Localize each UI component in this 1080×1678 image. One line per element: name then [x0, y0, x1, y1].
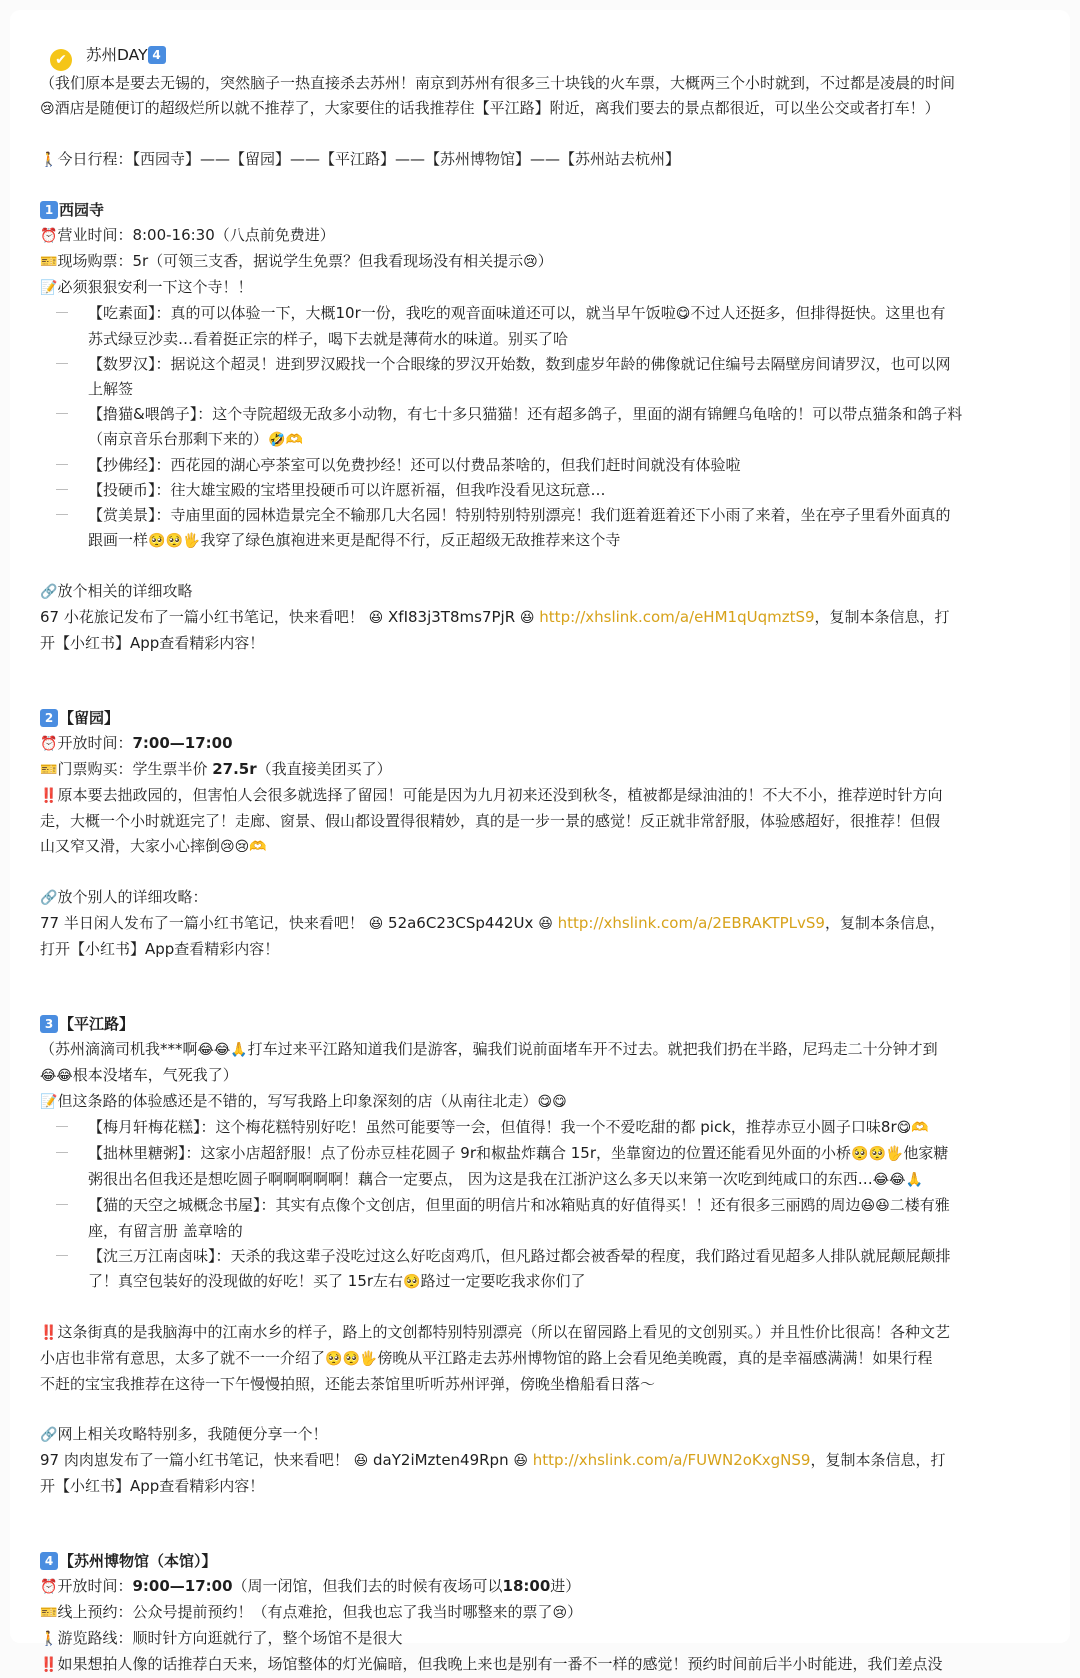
- intro-line-1: （我们原本是要去无锡的，突然脑子一热直接杀去苏州！南京到苏州有很多三十块钱的火车票，大概两三个小时就到，不过都是凌晨的时间: [40, 74, 956, 92]
- liuyuan-share: 77 半日闲人发布了一篇小红书笔记，快来看吧！ 😆 52a6C23CSp442Ux 😆 http://xhslink.com/a/2EBRAKTPLvS9，复制本条信息，: [40, 914, 945, 932]
- memo-icon: 📝: [40, 1094, 58, 1110]
- laughing-face-icon: 😂: [56, 1068, 73, 1084]
- note-content: [40, 42, 1050, 1678]
- xhs-link[interactable]: http://xhslink.com/a/eHM1qUqmztS9: [539, 608, 815, 626]
- walking-person-icon: 🚶: [40, 1631, 58, 1647]
- raised-hand-icon: 🖐: [182, 533, 201, 549]
- pingjiang-intro-1: （苏州滴滴司机我***啊😂😂🙏打车过来平江路知道我们是游客，骗我们说前面堵车开不过去。就把我们扔在半路，尼玛走二十分钟才到: [40, 1040, 938, 1058]
- pray-icon: 🙏: [905, 1172, 923, 1188]
- intro-line-2: 😢酒店是随便订的超级烂所以就不推荐了，大家要住的话我推荐住【平江路】附近，离我们要去的景点都很近，可以坐公交或者打车！）: [40, 99, 940, 117]
- grin-face-icon: 😆: [538, 916, 553, 932]
- grin-face-icon: 😆: [368, 610, 384, 626]
- museum-tip: ‼️如果想拍人像的话推荐白天来，场馆整体的灯光偏暗，但我晚上来也是别有一番不一样的感觉！预约时间前后半小时能进，我们差点没: [40, 1655, 943, 1673]
- grin-face-icon: 😆: [875, 1198, 890, 1214]
- heart-hands-icon: 🫶: [911, 1120, 929, 1136]
- day-title-text: 苏州DAY: [86, 46, 148, 64]
- double-exclamation-icon: ‼️: [40, 1657, 58, 1673]
- laughing-face-icon: 😂: [197, 1042, 214, 1058]
- list-item-continued: 座，有留言册 盖章啥的: [88, 1222, 243, 1240]
- ticket-icon: 🎫: [40, 762, 58, 778]
- list-item: 【拙林里糖粥】：这家小店超舒服！点了份赤豆桂花圆子 9r和椒盐炸藕合 15r，坐靠窗边的位置还能看见外面的小桥🥺🥺🖐他家糖: [40, 1141, 1050, 1167]
- alarm-clock-icon: ⏰: [40, 228, 58, 244]
- list-item-continued: 上解签: [88, 380, 134, 398]
- liuyuan-desc-3: 山又窄又滑，大家小心摔倒😢😢🫶: [40, 837, 267, 855]
- crying-face-icon: 😢: [40, 101, 55, 117]
- list-item: 【猫的天空之城概念书屋】：其实有点像个文创店，但里面的明信片和冰箱贴真的好值得买！！还有很多三丽鸥的周边😆😆二楼有雅: [40, 1193, 1050, 1219]
- liuyuan-share-cont: 打开【小红书】App查看精彩内容！: [40, 940, 280, 958]
- alarm-clock-icon: ⏰: [40, 736, 58, 752]
- list-item: 【数罗汉】：据说这个超灵！进到罗汉殿找一个合眼缘的罗汉开始数，数到虚岁年龄的佛像就记住编号去隔壁房间请罗汉，也可以网: [40, 352, 1050, 377]
- keycap-3-icon: 3: [40, 1015, 58, 1033]
- sad-face-icon: 😢: [523, 254, 538, 270]
- section-title-liuyuan: 2 【留园】: [40, 706, 1050, 731]
- keycap-4-icon: 4: [148, 46, 166, 64]
- grin-face-icon: 😆: [519, 610, 535, 626]
- heart-hands-icon: 🫶: [285, 432, 303, 448]
- pingjiang-share: 97 肉肉崽发布了一篇小红书笔记，快来看吧！ 😆 daY2iMzten49Rpn 😆 http://xhslink.com/a/FUWN2oKxgNS9，复制本条信息，打: [40, 1451, 946, 1469]
- pingjiang-link-title: 🔗网上相关攻略特别多，我随便分享一个！: [40, 1425, 328, 1443]
- laughing-face-icon: 😂: [872, 1172, 890, 1188]
- list-item: 【吃素面】：真的可以体验一下，大概10r一份，我吃的观音面味道还可以，就当早午饭啦😋不过人还挺多，但排得挺快。这里也有: [40, 301, 1050, 327]
- list-item-continued: 跟画一样🥺🥺🖐我穿了绿色旗袍进来更是配得不行，反正超级无敌推荐来这个寺: [88, 531, 621, 549]
- pleading-face-icon: 🥺: [403, 1274, 421, 1290]
- xiyuan-hours: ⏰营业时间：8:00-16:30（八点前免费进）: [40, 226, 335, 244]
- list-item: 【赏美景】：寺庙里面的园林造景完全不输那几大名园！特别特别特别漂亮！我们逛着逛着还下小雨了来着，坐在亭子里看外面真的: [40, 503, 1050, 528]
- laughing-face-icon: 😂: [40, 1068, 57, 1084]
- pingjiang-share-cont: 开【小红书】App查看精彩内容！: [40, 1477, 265, 1495]
- list-item: 【抄佛经】：西花园的湖心亭茶室可以免费抄经！还可以付费品茶啥的，但我们赶时间就没有体验啦: [40, 453, 1050, 478]
- list-item: 【撸猫&喂鸽子】：这个寺院超级无敌多小动物，有七十多只猫猫！还有超多鸽子，里面的湖有锦鲤乌龟啥的！可以带点猫条和鸽子料: [40, 402, 1050, 427]
- section-title-museum: 4 【苏州博物馆（本馆）】: [40, 1549, 1050, 1574]
- museum-route: 🚶游览路线：顺时针方向逛就行了，整个场馆不是很大: [40, 1629, 403, 1647]
- pingjiang-summary-2: 小店也非常有意思，太多了就不一一介绍了🥺🥺🖐傍晚从平江路走去苏州博物馆的路上会看见绝美晚霞，真的是幸福感满满！如果行程: [40, 1349, 933, 1367]
- list-item-continued: 粥很出名但我还是想吃圆子啊啊啊啊啊！藕合一定要点， 因为这是我在江浙沪这么多天以来第一次吃到纯咸口的东西…😂😂🙏: [88, 1170, 923, 1188]
- ticket-icon: 🎫: [40, 254, 58, 270]
- xhs-link[interactable]: http://xhslink.com/a/FUWN2oKxgNS9: [532, 1451, 811, 1469]
- laughing-face-icon: 😂: [889, 1172, 906, 1188]
- sad-face-icon: 😢: [552, 1605, 568, 1621]
- heart-hands-icon: 🫶: [249, 839, 267, 855]
- list-item: 【投硬币】：往大雄宝殿的宝塔里投硬币可以许愿祈福，但我咋没看见这玩意…: [40, 478, 1050, 503]
- museum-hours: ⏰开放时间：9:00—17:00（周一闭馆，但我们去的时候有夜场可以18:00进）: [40, 1577, 581, 1595]
- xiyuan-ticket: 🎫现场购票：5r（可领三支香，据说学生免票？但我看现场没有相关提示😢）: [40, 252, 553, 270]
- xiyuan-share-cont: 开【小红书】App查看精彩内容！: [40, 634, 265, 652]
- pleading-face-icon: 🥺: [148, 533, 166, 549]
- liuyuan-ticket: 🎫门票购买：学生票半价 27.5r（我直接美团买了）: [40, 760, 392, 778]
- alarm-clock-icon: ⏰: [40, 1579, 58, 1595]
- link-icon: 🔗: [40, 890, 58, 906]
- ticket-icon: 🎫: [40, 1605, 58, 1621]
- pleading-face-icon: 🥺: [325, 1351, 343, 1367]
- raised-hand-icon: 🖐: [885, 1146, 904, 1162]
- keycap-1-icon: 1: [40, 201, 58, 219]
- list-item: 【沈三万江南卤味】：天杀的我这辈子没吃过这么好吃卤鸡爪，但凡路过都会被香晕的程度，我们路过看见超多人排队就屁颠屁颠排: [40, 1244, 1050, 1269]
- pingjiang-exp: 📝但这条路的体验感还是不错的，写写我路上印象深刻的店（从南往北走）😋😋: [40, 1092, 567, 1110]
- pingjiang-summary-3: 不赶的宝宝我推荐在这待一下午慢慢拍照，还能去茶馆里听听苏州评弹，傍晚坐橹船看日落～: [40, 1375, 656, 1393]
- keycap-2-icon: 2: [40, 709, 58, 727]
- double-exclamation-icon: ‼️: [40, 1325, 58, 1341]
- link-icon: 🔗: [40, 584, 58, 600]
- grin-face-icon: 😆: [860, 1198, 876, 1214]
- keycap-4-icon: 4: [40, 1552, 58, 1570]
- liuyuan-desc-1: ‼️原本要去拙政园的，但害怕人会很多就选择了留园！可能是因为九月初来还没到秋冬，植被都是绿油油的！不大不小，推荐逆时针方向: [40, 786, 943, 804]
- liuyuan-hours: ⏰开放时间：7:00—17:00: [40, 734, 233, 752]
- list-item-continued: 了！真空包装好的没现做的好吃！买了 15r左右🥺路过一定要吃我求你们了: [88, 1272, 586, 1290]
- memo-icon: 📝: [40, 280, 58, 296]
- pleading-face-icon: 🥺: [851, 1146, 869, 1162]
- pleading-face-icon: 🥺: [342, 1351, 360, 1367]
- sad-face-icon: 😢: [234, 839, 250, 855]
- list-item-continued: （南京音乐台那剩下来的）🤣🫶: [88, 430, 303, 448]
- pray-icon: 🙏: [230, 1042, 248, 1058]
- laughing-face-icon: 😂: [213, 1042, 231, 1058]
- walking-person-icon: 🚶: [40, 152, 58, 168]
- xhs-link[interactable]: http://xhslink.com/a/2EBRAKTPLvS9: [557, 914, 825, 932]
- yum-face-icon: 😋: [896, 1120, 912, 1136]
- xiyuan-link-title: 🔗放个相关的详细攻略: [40, 582, 193, 600]
- note-page: [10, 10, 1070, 1673]
- itinerary: 🚶今日行程：【西园寺】——【留园】——【平江路】——【苏州博物馆】——【苏州站去杭州】: [40, 150, 680, 168]
- check-icon: ✔: [50, 49, 72, 71]
- grin-face-icon: 😆: [368, 916, 384, 932]
- yum-face-icon: 😋: [552, 1094, 567, 1110]
- day-title: [50, 42, 1050, 71]
- sad-face-icon: 😢: [220, 839, 235, 855]
- pleading-face-icon: 🥺: [868, 1146, 886, 1162]
- double-exclamation-icon: ‼️: [40, 788, 58, 804]
- pingjiang-intro-2: 😂😂根本没堵车，气死我了）: [40, 1066, 238, 1084]
- pingjiang-summary-1: ‼️这条街真的是我脑海中的江南水乡的样子，路上的文创都特别特别漂亮（所以在留园路上看见的文创别买。）并且性价比很高！各种文艺: [40, 1323, 950, 1341]
- rofl-face-icon: 🤣: [268, 432, 286, 448]
- grin-face-icon: 😆: [353, 1453, 369, 1469]
- pleading-face-icon: 🥺: [165, 533, 183, 549]
- liuyuan-desc-2: 走，大概一个小时就逛完了！走廊、窗景、假山都设置得很精妙，真的是一步一景的感觉！反正就非常舒服，体验感超好，很推荐！但假: [40, 812, 941, 830]
- grin-face-icon: 😆: [513, 1453, 528, 1469]
- list-item-continued: 苏式绿豆沙卖…看着挺正宗的样子，喝下去就是薄荷水的味道。别买了哈: [88, 330, 569, 348]
- raised-hand-icon: 🖐: [359, 1351, 378, 1367]
- list-item: 【梅月轩梅花糕】：这个梅花糕特别好吃！虽然可能要等一会，但值得！我一个不爱吃甜的都 pick，推荐赤豆小圆子口味8r😋🫶: [40, 1115, 1050, 1141]
- liuyuan-link-title: 🔗放个别人的详细攻略：: [40, 888, 208, 906]
- link-icon: 🔗: [40, 1427, 58, 1443]
- xiyuan-must: 📝必须狠狠安利一下这个寺！！: [40, 278, 253, 296]
- yum-face-icon: 😋: [675, 306, 691, 322]
- section-title-pingjiang: 3 【平江路】: [40, 1012, 1050, 1037]
- section-title-xiyuan: 1 西园寺: [40, 198, 1050, 223]
- museum-booking: 🎫线上预约：公众号提前预约！（有点难抢，但我也忘了我当时哪整来的票了😢）: [40, 1603, 583, 1621]
- yum-face-icon: 😋: [537, 1094, 553, 1110]
- xiyuan-share: 67 小花旅记发布了一篇小红书笔记，快来看吧！ 😆 XfI83j3T8ms7PjR 😆 http://xhslink.com/a/eHM1qUqmztS9，复制本条信息，打: [40, 608, 950, 626]
